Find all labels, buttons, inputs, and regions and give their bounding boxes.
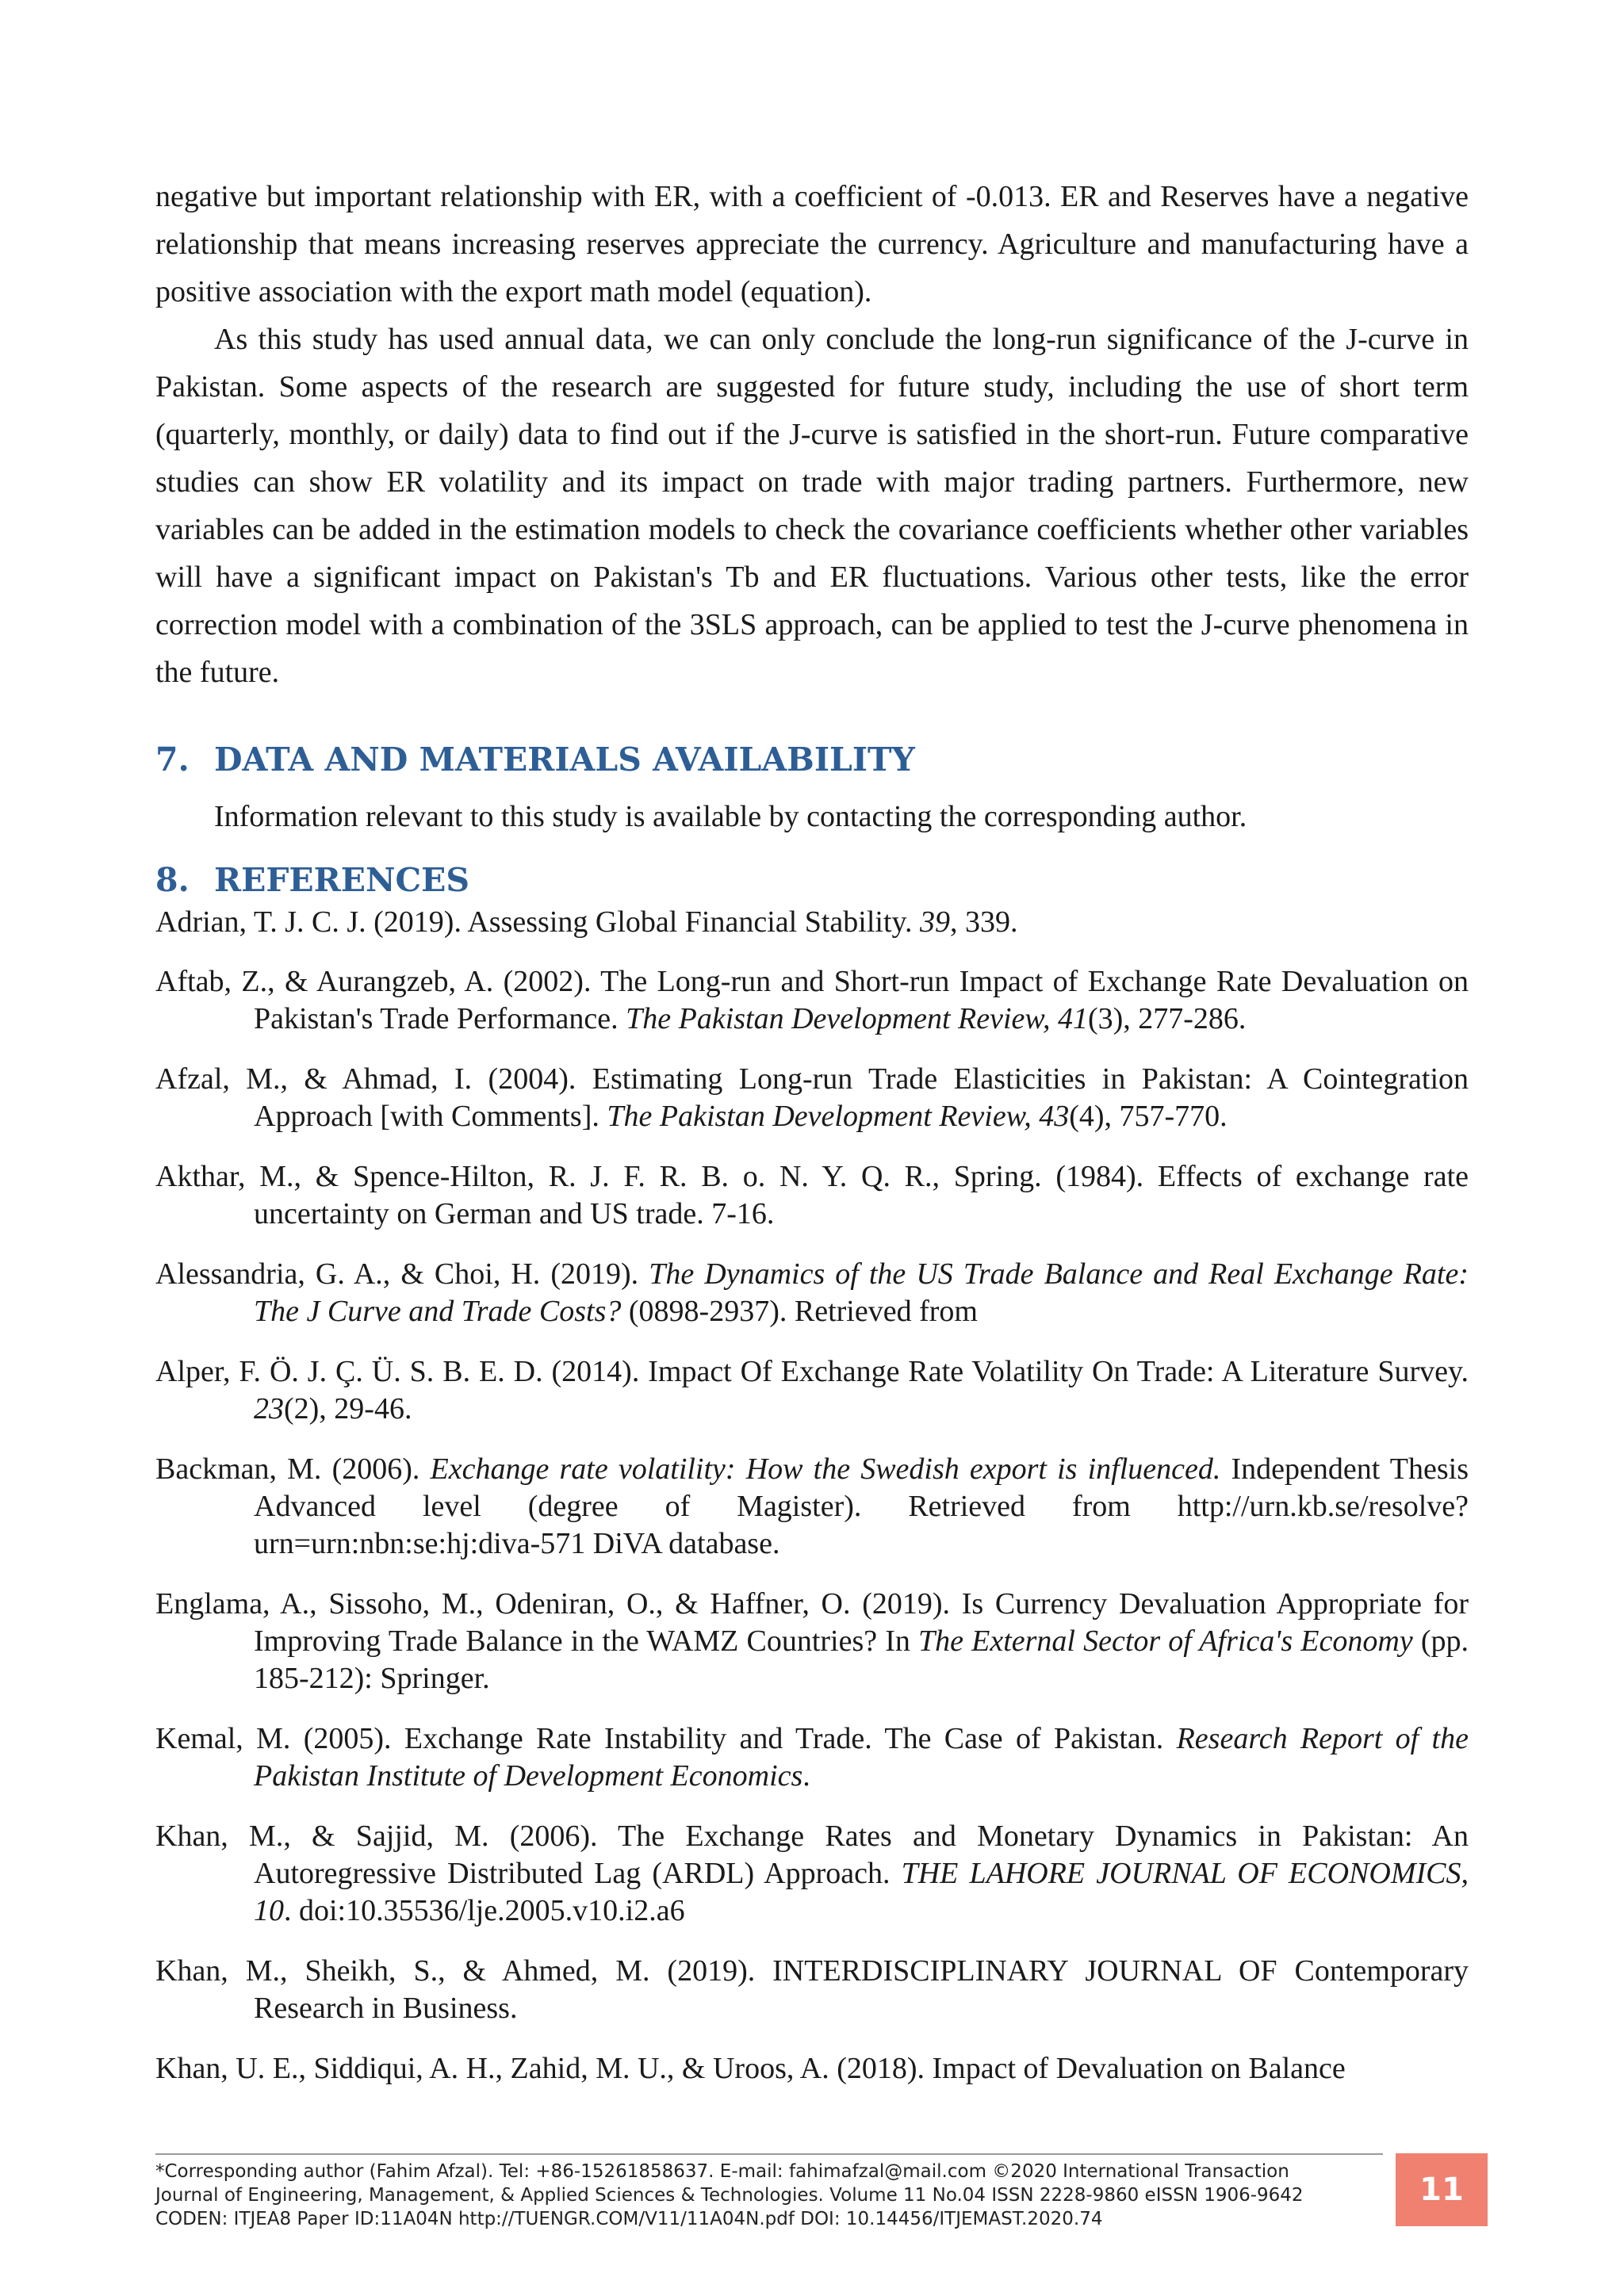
section-8-title: REFERENCES bbox=[214, 861, 469, 899]
section-7-title: DATA AND MATERIALS AVAILABILITY bbox=[214, 740, 915, 779]
section-8-number: 8. bbox=[155, 861, 190, 899]
reference-text: Akthar, M., & Spence-Hilton, R. J. F. R. B. o. N. Y. Q. R., Spring. (1984). Effects of exchange rate uncertainty on German and US trade. 7-16. bbox=[155, 1160, 1469, 1230]
reference-italic: The Dynamics of the US Trade Balance and Real Exchange Rate: The J Curve and Trade Costs? bbox=[254, 1257, 1469, 1328]
reference-italic: THE LAHORE JOURNAL OF ECONOMICS, 10 bbox=[254, 1857, 1469, 1927]
reference-text: Khan, U. E., Siddiqui, A. H., Zahid, M. U., & Uroos, A. (2018). Impact of Devaluation on Balance bbox=[155, 2052, 1346, 2085]
paragraph-conclusion-1: negative but important relationship with ER, with a coefficient of -0.013. ER and Reserves have a negative relationship that means increasing reserves appreciate the currency. Agriculture and manufacturing have a positive association with the export math model (equation). bbox=[155, 180, 1469, 308]
reference-italic: The Pakistan Development Review, 43 bbox=[607, 1100, 1070, 1133]
footer bbox=[155, 2153, 1383, 2231]
reference-italic: 39 bbox=[920, 905, 951, 939]
reference-item bbox=[155, 1720, 1469, 1795]
reference-italic: The External Sector of Africa's Economy bbox=[918, 1624, 1413, 1658]
reference-text-tail: (pp. 185-212): Springer. bbox=[254, 1624, 1469, 1695]
reference-italic: Exchange rate volatility: How the Swedish export is influenced. bbox=[430, 1452, 1221, 1486]
reference-text-tail: (3), 277-286. bbox=[1087, 1002, 1247, 1035]
reference-text-tail: (2), 29-46. bbox=[284, 1392, 412, 1425]
reference-italic: 23 bbox=[254, 1392, 284, 1425]
reference-item bbox=[155, 963, 1469, 1038]
section-7-number: 7. bbox=[155, 740, 190, 779]
reference-text: Aftab, Z., & Aurangzeb, A. (2002). The Long-run and Short-run Impact of Exchange Rate Devaluation on Pakistan's Trade Performance. bbox=[155, 965, 1469, 1035]
reference-italic: Research Report of the Pakistan Institute of Development Economics bbox=[254, 1722, 1469, 1793]
section-7-heading bbox=[155, 740, 915, 779]
reference-item bbox=[155, 1818, 1469, 1930]
reference-item bbox=[155, 1586, 1469, 1697]
body-text bbox=[155, 173, 1469, 696]
reference-item bbox=[155, 904, 1469, 941]
reference-item bbox=[155, 1451, 1469, 1563]
reference-item bbox=[155, 1158, 1469, 1233]
reference-text-tail: (4), 757-770. bbox=[1069, 1100, 1228, 1133]
reference-text: Backman, M. (2006). bbox=[155, 1452, 431, 1486]
reference-text-tail: , 339. bbox=[950, 905, 1018, 939]
reference-text: Khan, M., Sheikh, S., & Ahmed, M. (2019). INTERDISCIPLINARY JOURNAL OF Contemporary Research in Business. bbox=[155, 1954, 1469, 2025]
reference-item bbox=[155, 1256, 1469, 1330]
reference-text: Khan, M., & Sajjid, M. (2006). The Exchange Rates and Monetary Dynamics in Pakistan: An Autoregressive Distributed Lag (ARDL) Approach. bbox=[155, 1820, 1469, 1890]
reference-text-tail: Independent Thesis Advanced level (degree of Magister). Retrieved from http://urn.kb.se/resolve?urn=urn:nbn:se:hj:diva-571 DiVA database. bbox=[254, 1452, 1469, 1560]
reference-text: Alper, F. Ö. J. Ç. Ü. S. B. E. D. (2014). Impact Of Exchange Rate Volatility On Trade: A Literature Survey. bbox=[155, 1355, 1469, 1388]
reference-item bbox=[155, 2050, 1469, 2087]
reference-text-tail: (0898-2937). Retrieved from bbox=[621, 1295, 978, 1328]
reference-text: Englama, A., Sissoho, M., Odeniran, O., & Haffner, O. (2019). Is Currency Devaluation Appropriate for Improving Trade Balance in the WAMZ Countries? In bbox=[155, 1587, 1469, 1658]
footer-line-2: Journal of Engineering, Management, & Applied Sciences & Technologies. Volume 11 No.04 ISSN 2228-9860 eISSN 1906-9642 bbox=[155, 2185, 1304, 2206]
reference-text: Afzal, M., & Ahmad, I. (2004). Estimating Long-run Trade Elasticities in Pakistan: A Cointegration Approach [with Comments]. bbox=[155, 1062, 1469, 1133]
reference-text-tail: . doi:10.35536/lje.2005.v10.i2.a6 bbox=[284, 1894, 685, 1927]
reference-item bbox=[155, 1353, 1469, 1428]
reference-list bbox=[155, 904, 1469, 2110]
reference-text: Alessandria, G. A., & Choi, H. (2019). bbox=[155, 1257, 649, 1291]
section-8-heading bbox=[155, 861, 469, 899]
footer-line-1: *Corresponding author (Fahim Afzal). Tel: +86-15261858637. E-mail: fahimafzal@mail.com ©2020 International Transaction bbox=[155, 2161, 1289, 2182]
reference-item bbox=[155, 1061, 1469, 1135]
reference-text: Adrian, T. J. C. J. (2019). Assessing Global Financial Stability. bbox=[155, 905, 921, 939]
paragraph-conclusion-2: As this study has used annual data, we can only conclude the long-run significance of the J-curve in Pakistan. Some aspects of the research are suggested for future study, including the use of short term (quarterly, monthly, or daily) data to find out if the J-curve is satisfied in the short-run. Future comparative studies can show ER volatility and its impact on trade with major trading partners. Furthermore, new variables can be added in the estimation models to check the covariance coefficients whether other variables will have a significant impact on Pakistan's Tb and ER fluctuations. Various other tests, like the error correction model with a combination of the 3SLS approach, can be applied to test the J-curve phenomena in the future. bbox=[155, 323, 1469, 689]
page-number: 11 bbox=[1396, 2153, 1488, 2226]
data-availability-text: Information relevant to this study is available by contacting the corresponding author. bbox=[214, 800, 1247, 833]
reference-text-tail: . bbox=[802, 1759, 810, 1793]
reference-italic: The Pakistan Development Review, 41 bbox=[626, 1002, 1088, 1035]
reference-text: Kemal, M. (2005). Exchange Rate Instability and Trade. The Case of Pakistan. bbox=[155, 1722, 1177, 1755]
reference-item bbox=[155, 1953, 1469, 2027]
footer-line-3: CODEN: ITJEA8 Paper ID:11A04N http://TUENGR.COM/V11/11A04N.pdf DOI: 10.14456/ITJEMAST.2020.74 bbox=[155, 2209, 1103, 2229]
